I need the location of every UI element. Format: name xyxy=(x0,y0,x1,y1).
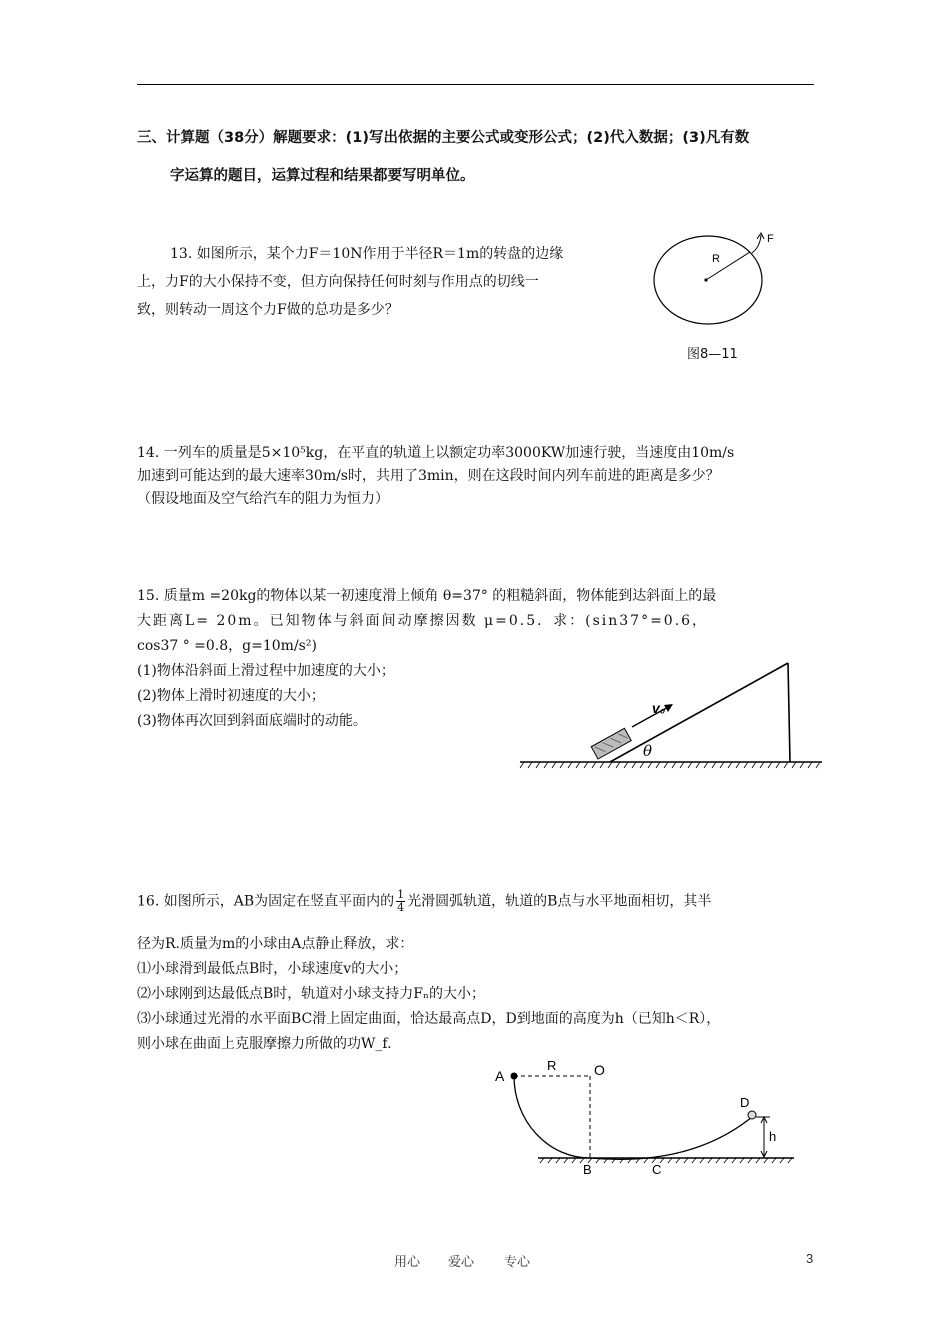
section-heading-cont: 字运算的题目，运算过程和结果都要写明单位。 xyxy=(170,168,475,184)
label-D: D xyxy=(740,1095,750,1110)
q13-disc-figure xyxy=(640,225,790,335)
q16-sub4: 则小球在曲面上克服摩擦力所做的功W_f. xyxy=(137,1036,392,1052)
quarter-fraction xyxy=(396,889,405,914)
q13-line1: 13. 如图所示，某个力F＝10N作用于半径R＝1m的转盘的边缘 xyxy=(170,246,564,262)
label-R: R xyxy=(547,1058,557,1073)
q16-line1a: 16. 如图所示，AB为固定在竖直平面内的 xyxy=(137,893,395,910)
label-h: h xyxy=(769,1129,777,1144)
q16-line2: 径为R.质量为m的小球由A点静止释放，求： xyxy=(137,936,414,952)
q13-line3: 致，则转动一周这个力F做的总功是多少？ xyxy=(137,302,399,318)
q16-sub3: ⑶小球通过光滑的水平面BC滑上固定曲面，恰达最高点D，D到地面的高度为h（已知h＜R）， xyxy=(137,1011,721,1027)
frac-numerator: 1 xyxy=(397,888,405,901)
footer-motto-1: 用心 xyxy=(394,1255,421,1270)
q16-line1b: 光滑圆弧轨道，轨道的B点与水平地面相切，其半 xyxy=(407,893,712,910)
force-label: F xyxy=(767,233,774,245)
label-A: A xyxy=(495,1068,505,1084)
q13-line2: 上，力F的大小保持不变，但方向保持任何时刻与作用点的切线一 xyxy=(137,274,539,290)
q16-line1 xyxy=(137,889,711,914)
q16-track-figure xyxy=(490,1055,800,1175)
ball-at-D xyxy=(748,1111,756,1119)
label-C: C xyxy=(652,1162,662,1177)
q15-line1: 15. 质量m =20kg的物体以某一初速度滑上倾角 θ=37° 的粗糙斜面，物体能到达斜面上的最 xyxy=(137,588,717,604)
disc-outline xyxy=(654,236,762,324)
q15-line2: 大距离L= 20m。已知物体与斜面间动摩擦因数 μ=0.5．求：(sin37°=0.6， xyxy=(137,613,709,629)
q15-incline-figure xyxy=(518,655,828,775)
q14-line1: 14. 一列车的质量是5×10⁵kg，在平直的轨道上以额定功率3000KW加速行驶，当速度由10m/s xyxy=(137,445,735,461)
radius-label: R xyxy=(712,253,720,265)
ground-hatching xyxy=(520,762,820,768)
q14-line3: （假设地面及空气给汽车的阻力为恒力） xyxy=(137,491,389,507)
q16-sub2: ⑵小球刚到达最低点B时，轨道对小球支持力Fₙ的大小； xyxy=(137,986,486,1002)
footer-motto-2: 爱心 xyxy=(448,1255,475,1270)
q15-sub1: (1)物体沿斜面上滑过程中加速度的大小； xyxy=(137,663,395,679)
quarter-arc-track xyxy=(514,1076,590,1158)
force-arrow xyxy=(752,235,761,253)
q15-line3: cos37 ° =0.8，g=10m/s²) xyxy=(137,638,317,654)
label-B: B xyxy=(583,1162,592,1177)
q16-sub1: ⑴小球滑到最低点B时，小球速度v的大小； xyxy=(137,961,408,977)
label-O: O xyxy=(594,1062,605,1078)
q13-caption: 图8—11 xyxy=(687,347,738,362)
q14-line2: 加速到可能达到的最大速率30m/s时，共用了3min，则在这段时间内列车前进的距离是多少？ xyxy=(137,468,720,484)
q15-sub2: (2)物体上滑时初速度的大小； xyxy=(137,688,325,704)
frac-denominator: 4 xyxy=(397,901,405,914)
section-heading: 三、计算题（38分）解题要求：(1)写出依据的主要公式或变形公式；(2)代入数据；(3)凡有数 xyxy=(137,130,750,146)
curved-surface xyxy=(590,1117,752,1159)
header-rule xyxy=(137,84,814,85)
q15-sub3: (3)物体再次回到斜面底端时的动能。 xyxy=(137,713,367,729)
v0-label: v₀ xyxy=(652,700,666,716)
footer-motto-3: 专心 xyxy=(504,1255,531,1270)
page-number: 3 xyxy=(806,1251,814,1266)
incline-surface xyxy=(610,663,788,762)
incline-wall xyxy=(788,663,790,762)
theta-label: θ xyxy=(643,742,653,760)
